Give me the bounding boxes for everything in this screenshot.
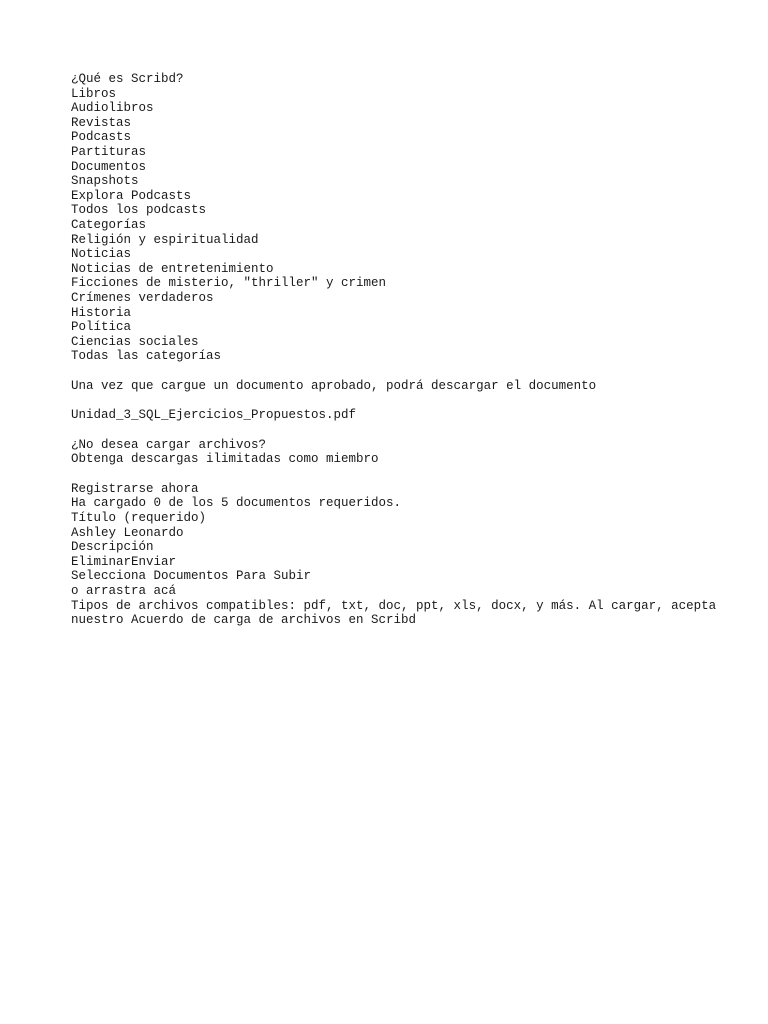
nav-item-podcasts[interactable]: Podcasts [71,130,132,145]
membership-offer: Obtenga descargas ilimitadas como miembro [71,452,379,467]
nav-item-politics[interactable]: Política [71,320,132,335]
spacer [71,393,731,408]
spacer [71,364,731,379]
document-filename: Unidad_3_SQL_Ejercicios_Propuestos.pdf [71,408,357,423]
nav-item-social-sciences[interactable]: Ciencias sociales [71,334,199,349]
page-content [71,72,731,628]
nav-item-news[interactable]: Noticias [71,247,132,262]
spacer [71,423,731,438]
upload-count-status: Ha cargado 0 de los 5 documentos requeridos. [71,496,402,511]
send-button[interactable]: Enviar [131,554,177,569]
nav-list [71,72,731,364]
delete-button[interactable]: Eliminar [71,554,132,569]
select-documents-button[interactable]: Selecciona Documentos Para Subir [71,569,312,584]
title-field[interactable]: Ashley Leonardo [71,525,184,540]
no-upload-question: ¿No desea cargar archivos? [71,437,267,452]
nav-item-documents[interactable]: Documentos [71,159,147,174]
nav-item-magazines[interactable]: Revistas [71,115,132,130]
nav-item-books[interactable]: Libros [71,86,117,101]
description-label: Descripción [71,540,154,555]
nav-item-history[interactable]: Historia [71,305,132,320]
nav-item-all-podcasts[interactable]: Todos los podcasts [71,203,207,218]
nav-item-all-categories[interactable]: Todas las categorías [71,349,222,364]
nav-item-snapshots[interactable]: Snapshots [71,174,139,189]
nav-item-sheet-music[interactable]: Partituras [71,144,147,159]
nav-item-audiobooks[interactable]: Audiolibros [71,101,154,116]
download-notice: Una vez que cargue un documento aprobado, podrá descargar el documento [71,378,597,393]
nav-item-categories[interactable]: Categorías [71,217,147,232]
nav-item-religion[interactable]: Religión y espiritualidad [71,232,259,247]
nav-item-entertainment-news[interactable]: Noticias de entretenimiento [71,261,274,276]
drag-drop-hint: o arrastra acá [71,583,177,598]
title-label: Título (requerido) [71,511,207,525]
spacer [71,467,731,482]
nav-item-explore-podcasts[interactable]: Explora Podcasts [71,188,192,203]
signup-link[interactable]: Registrarse ahora [71,481,199,496]
upload-form [71,482,731,628]
nav-item-true-crime[interactable]: Crímenes verdaderos [71,290,214,305]
nav-item-mystery-thriller[interactable]: Ficciones de misterio, "thriller" y crimen [71,276,387,291]
file-types-notice: Tipos de archivos compatibles: pdf, txt, doc, ppt, xls, docx, y más. Al cargar, acepta nuestro Acuerdo de carga de archivos en Scribd [71,598,717,628]
nav-item-what-is-scribd[interactable]: ¿Qué es Scribd? [71,72,184,86]
form-actions [71,555,731,570]
